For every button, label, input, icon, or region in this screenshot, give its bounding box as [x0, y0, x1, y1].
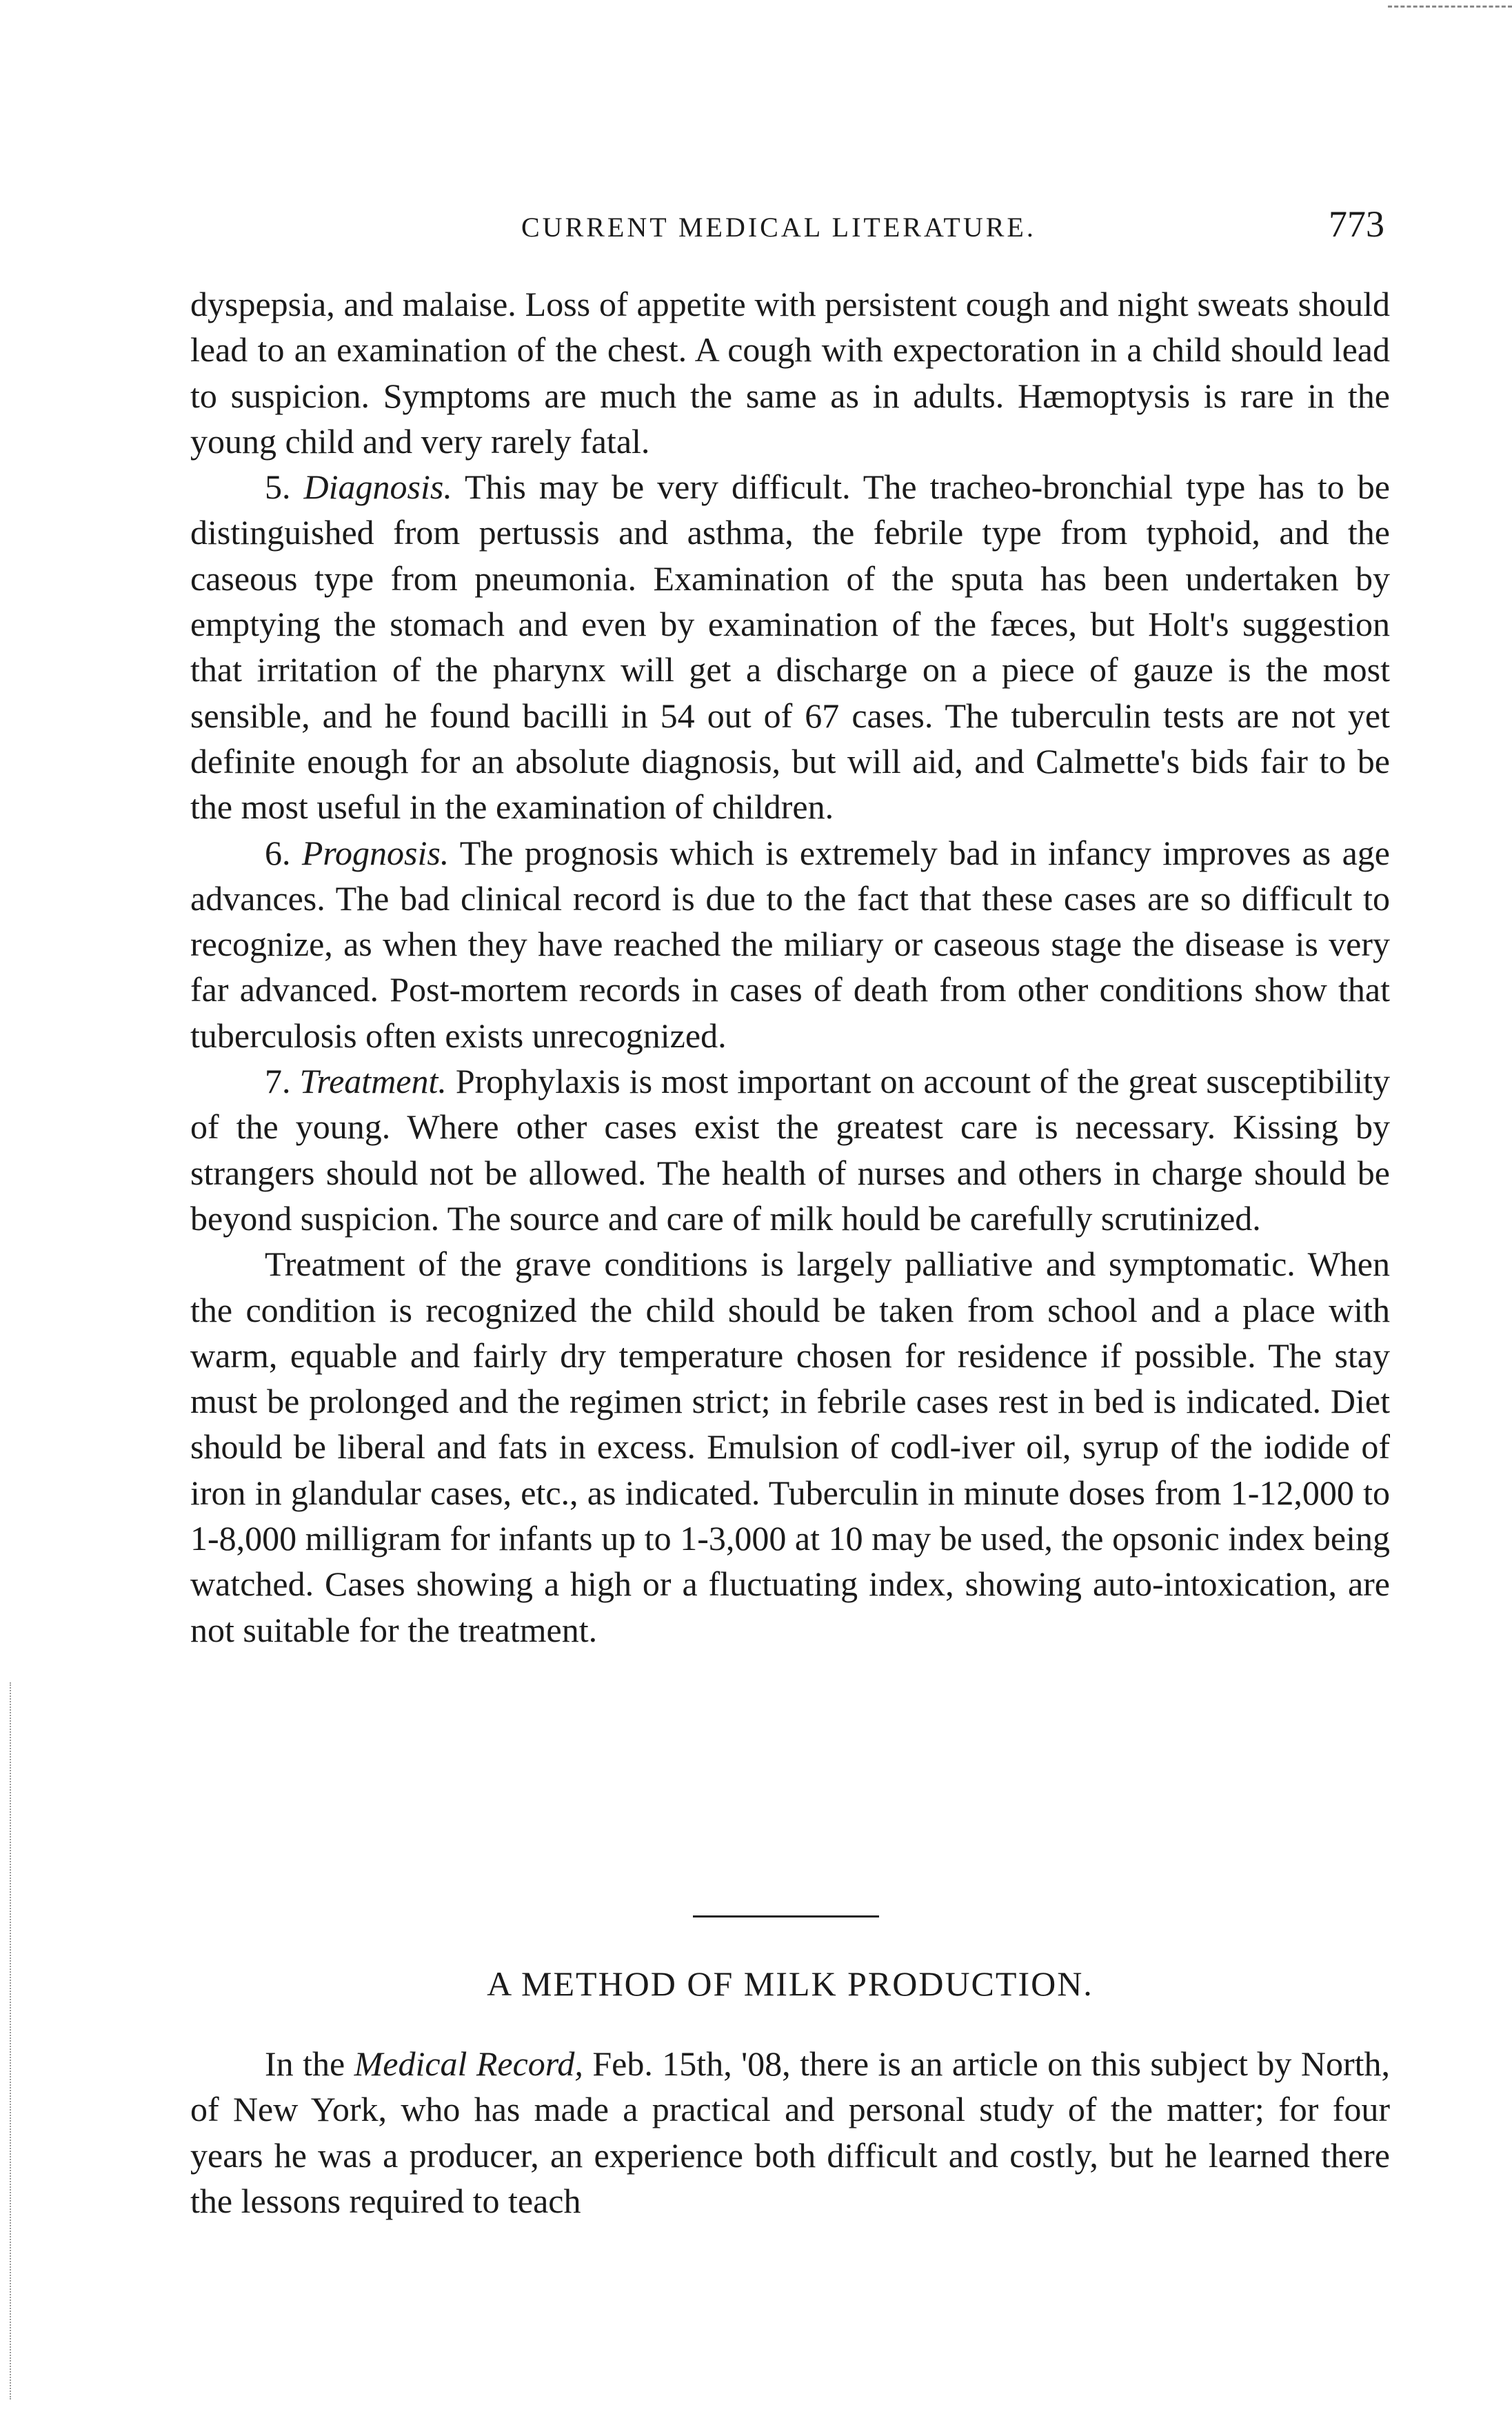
paragraph-milk-production [190, 2041, 1390, 2224]
paragraph-heading-treatment: Treatment. [299, 1062, 447, 1101]
paragraph-diagnosis [190, 464, 1390, 829]
scan-edge-marks-left [10, 1682, 14, 2399]
paragraph-text-intro: In the [265, 2044, 354, 2083]
journal-title: Medical Record, [354, 2044, 583, 2083]
paragraph-treatment [190, 1058, 1390, 1241]
page-number: 773 [1329, 203, 1384, 245]
paragraph-prognosis [190, 830, 1390, 1058]
paragraph-text: dyspepsia, and malaise. Loss of appetite with persistent cough and night sweats should lead to an examination of the chest. A cough with expectoration in a child should lead to suspicion. Symptoms are much the same as in adults. Hæmoptysis is rare in the young child and very rarely fatal. [190, 285, 1390, 461]
paragraph-treatment-grave-conditions [190, 1241, 1390, 1653]
section-divider-rule [693, 1915, 879, 1917]
paragraph-number: 6. [265, 833, 302, 872]
paragraph-text: Treatment of the grave conditions is largely palliative and symptomatic. When the condition is recognized the child should be taken from school and a place with warm, equable and fairly dry temperature chosen for residence if possible. The stay must be prolonged and the regimen strict; in febrile cases rest in bed is indicated. Diet should be liberal and fats in excess. Emulsion of codl-iver oil, syrup of the iodide of iron in glandular cases, etc., as indicated. Tuberculin in minute doses from 1-12,000 to 1-8,000 milligram for infants up to 1-3,000 at 10 may be used, the opsonic index being watched. Cases showing a high or a fluctuating index, showing auto-intoxication, are not suitable for the treatment. [190, 1245, 1390, 1649]
section-title: A METHOD OF MILK PRODUCTION. [487, 1964, 1093, 2003]
page-header [190, 199, 1390, 254]
scan-edge-marks-top [1388, 0, 1512, 8]
section-body-text [190, 2041, 1390, 2224]
paragraph-text: Prophylaxis is most important on account of the great susceptibility of the young. Where other cases exist the greatest care is necessary. Kissing by strangers should not be allowed. The health of nurses and others in charge should be beyond suspicion. The source and care of milk hould be carefully scrutinized. [190, 1062, 1391, 1238]
running-head: CURRENT MEDICAL LITERATURE. [521, 212, 1036, 243]
paragraph-number: 7. [265, 1062, 300, 1101]
paragraph-symptoms-continued [190, 281, 1390, 464]
paragraph-text: The prognosis which is extremely bad in infancy improves as age advances. The bad clinical record is due to the fact that these cases are so difficult to recognize, as when they have reached the miliary or caseous stage the disease is very far advanced. Post-mortem records in cases of death from other conditions show that tuberculosis often exists unrecognized. [190, 833, 1390, 1055]
paragraph-text: Feb. 15th, '08, there is an article on this subject by North, of New York, who has made a practical and personal study of the matter; for four years he was a producer, an experience both difficult and costly, but he learned there the lessons required to teach [190, 2044, 1390, 2220]
paragraph-heading-prognosis: Prognosis. [301, 833, 450, 872]
paragraph-text: This may be very difficult. The tracheo-bronchial type has to be distinguished from pertussis and asthma, the febrile type from typhoid, and the caseous type from pneumonia. Examination of the sputa has been undertaken by emptying the stomach and even by examination of the fæces, but Holt's suggestion that irritation of the pharynx will get a discharge on a piece of gauze is the most sensible, and he found bacilli in 54 out of 67 cases. The tuberculin tests are not yet definite enough for an absolute diagnosis, but will aid, and Calmette's bids fair to be the most useful in the examination of children. [190, 467, 1390, 827]
main-body-text [190, 281, 1390, 1653]
paragraph-heading-diagnosis: Diagnosis. [303, 467, 452, 507]
paragraph-number: 5. [265, 467, 304, 507]
